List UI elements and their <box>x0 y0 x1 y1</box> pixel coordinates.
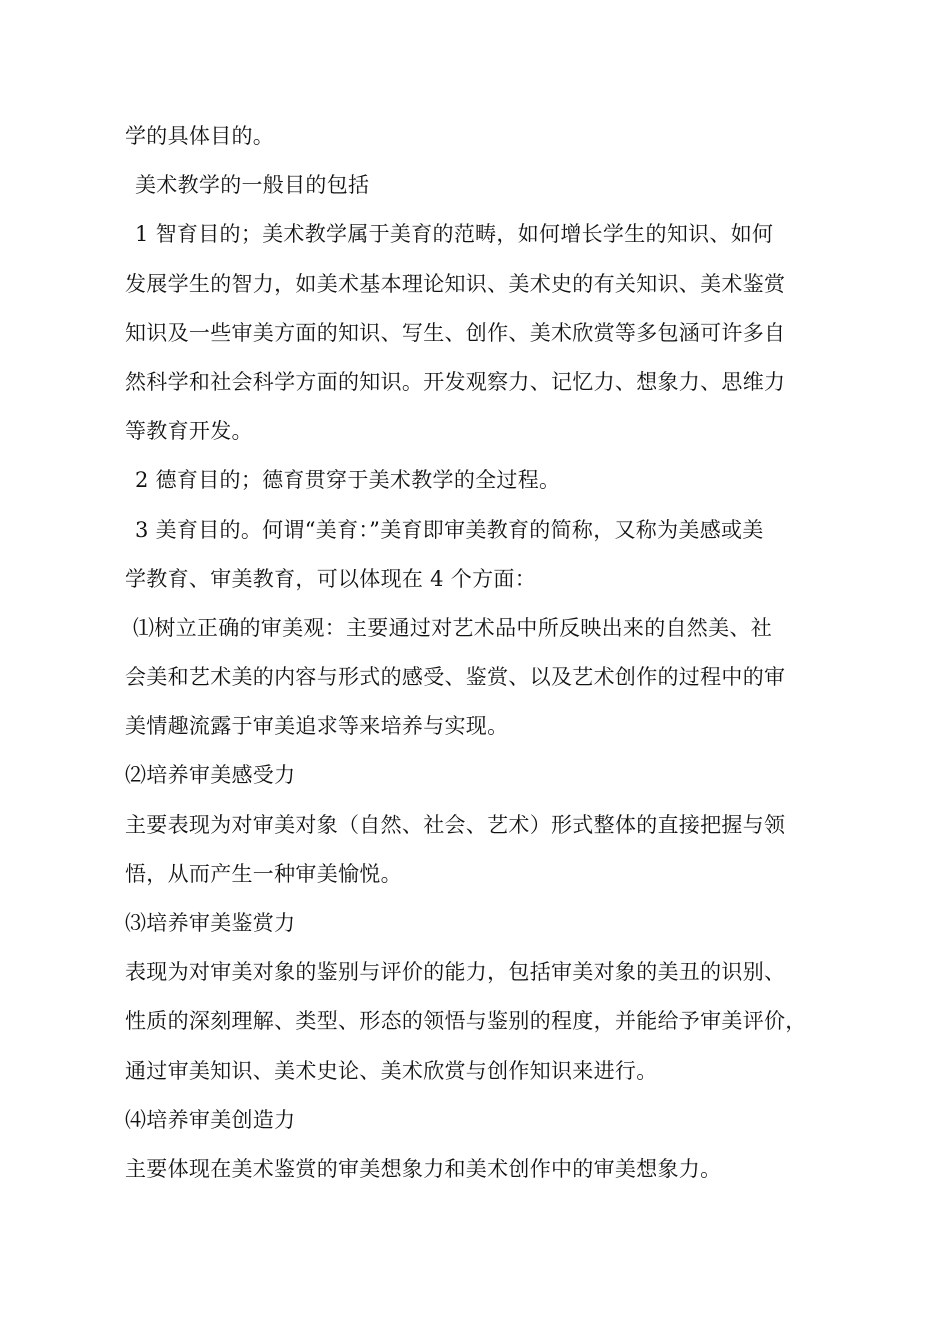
text-line: ⑷培养审美创造力 <box>125 1107 296 1132</box>
text-line: ⑶培养审美鉴赏力 <box>125 911 296 935</box>
text-line: 主要体现在美术鉴赏的审美想象力和美术创作中的审美想象力。 <box>125 1156 722 1181</box>
text-line: 然科学和社会科学方面的知识。开发观察力、记忆力、想象力、思维力 <box>125 369 786 394</box>
text-line: 1 智育目的；美术教学属于美育的范畴，如何增长学生的知识、如何 <box>135 222 774 247</box>
text-line: ⑵培养审美感受力 <box>125 763 296 788</box>
text-line: 等教育开发。 <box>125 419 253 444</box>
text-line: 悟，从而产生一种审美愉悦。 <box>125 861 402 886</box>
text-line: 学的具体目的。 <box>125 124 275 148</box>
text-line: 2 德育目的；德育贯穿于美术教学的全过程。 <box>135 468 561 493</box>
text-line: ⑴树立正确的审美观：主要通过对艺术品中所反映出来的自然美、社 <box>133 615 772 640</box>
text-line: 通过审美知识、美术史论、美术欣赏与创作知识来进行。 <box>125 1058 658 1083</box>
text-line: 美术教学的一般目的包括 <box>135 173 370 198</box>
text-line: 主要表现为对审美对象（自然、社会、艺术）形式整体的直接把握与领 <box>125 812 786 837</box>
document-body <box>125 112 825 1194</box>
text-line: 知识及一些审美方面的知识、写生、创作、美术欣赏等多包涵可许多自 <box>125 320 786 345</box>
text-line: 学教育、审美教育，可以体现在 4 个方面： <box>125 566 537 591</box>
text-line: 性质的深刻理解、类型、形态的领悟与鉴别的程度，并能给予审美评价， <box>125 1009 807 1034</box>
text-line: 会美和艺术美的内容与形式的感受、鉴赏、以及艺术创作的过程中的审 <box>125 665 786 690</box>
text-line: 3 美育目的。何谓“美育：”美育即审美教育的简称，又称为美感或美 <box>135 517 764 542</box>
text-line: 表现为对审美对象的鉴别与评价的能力，包括审美对象的美丑的识别、 <box>125 960 786 985</box>
text-line: 发展学生的智力，如美术基本理论知识、美术史的有关知识、美术鉴赏 <box>125 271 786 296</box>
text-line: 美情趣流露于审美追求等来培养与实现。 <box>125 714 509 739</box>
